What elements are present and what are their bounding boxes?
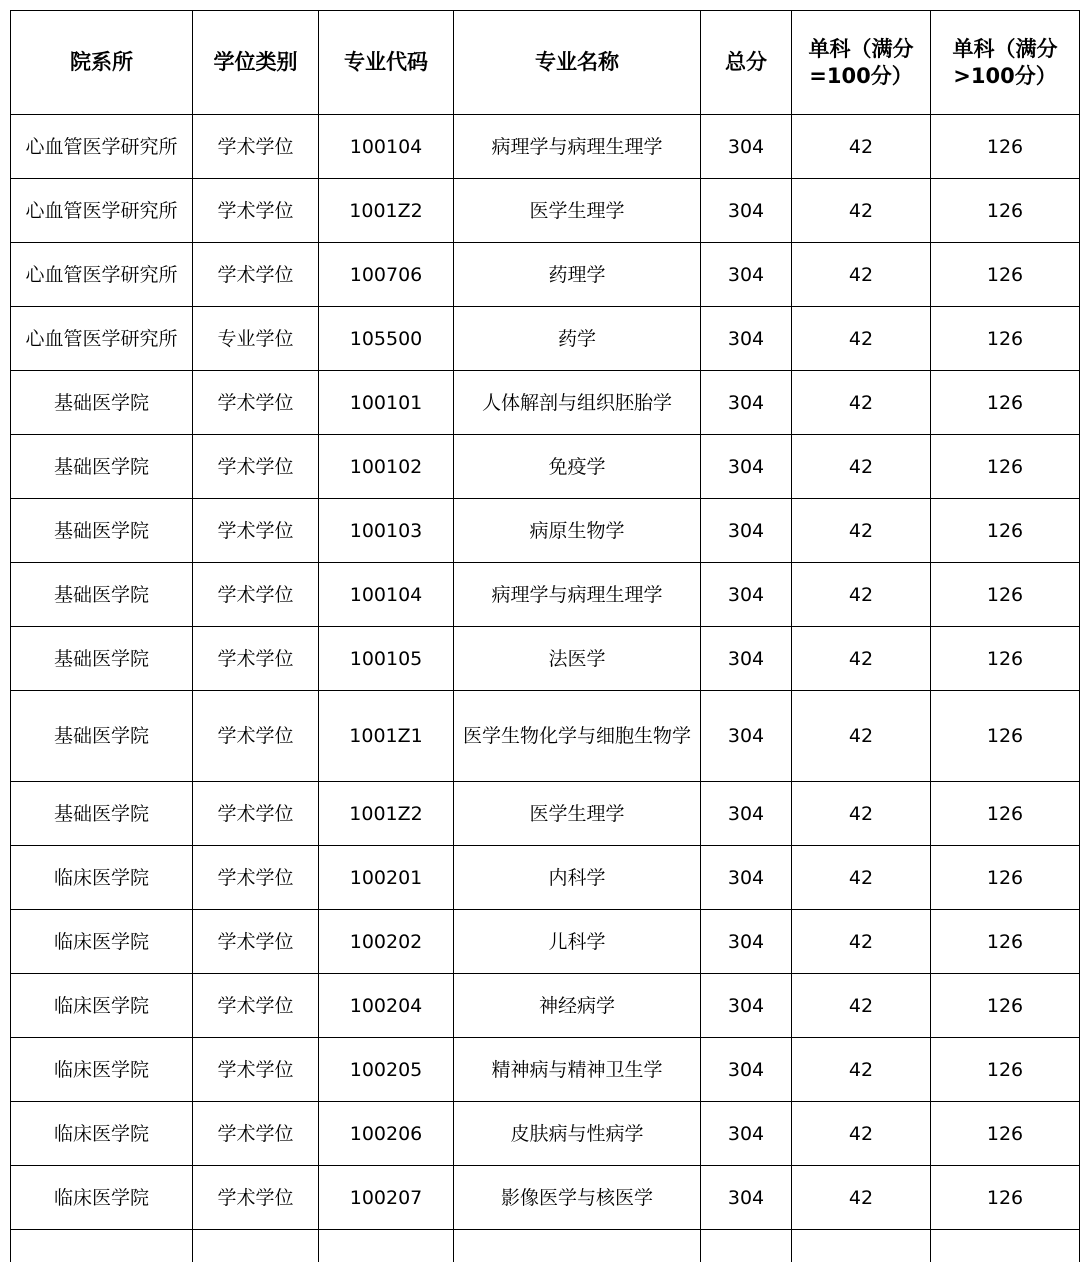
cell-major-name: 神经病学 (454, 974, 701, 1038)
header-department: 院系所 (11, 11, 193, 115)
cell-degree-type: 学术学位 (193, 115, 319, 179)
cell-degree-type: 学术学位 (193, 371, 319, 435)
cell-major-name: 医学生理学 (454, 782, 701, 846)
cell-major-code: 100105 (319, 627, 454, 691)
cell-department: 基础医学院 (11, 627, 193, 691)
cell-single-subject-100: 42 (792, 115, 931, 179)
cell-single-subject-100: 42 (792, 910, 931, 974)
header-total-score: 总分 (701, 11, 792, 115)
cell-major-name: 药理学 (454, 243, 701, 307)
cell-single-subject-100: 42 (792, 307, 931, 371)
cell-total-score: 304 (701, 499, 792, 563)
cell-single-subject-over-100: 126 (931, 1166, 1080, 1230)
cell-single-subject-100: 42 (792, 846, 931, 910)
cell-single-subject-100: 42 (792, 1166, 931, 1230)
cell-single-subject-over-100: 126 (931, 371, 1080, 435)
cell-single-subject-100: 42 (792, 782, 931, 846)
table-body (11, 115, 1080, 1262)
header-major-code: 专业代码 (319, 11, 454, 115)
cell-degree-type: 学术学位 (193, 563, 319, 627)
empty-cell (454, 1230, 701, 1262)
cell-single-subject-100: 42 (792, 1038, 931, 1102)
cell-major-code: 1001Z2 (319, 179, 454, 243)
cell-department: 基础医学院 (11, 499, 193, 563)
cell-single-subject-over-100: 126 (931, 115, 1080, 179)
cell-total-score: 304 (701, 371, 792, 435)
table-row (11, 435, 1080, 499)
cell-single-subject-over-100: 126 (931, 974, 1080, 1038)
cell-single-subject-over-100: 126 (931, 691, 1080, 782)
cell-single-subject-over-100: 126 (931, 499, 1080, 563)
table-row (11, 243, 1080, 307)
table-row (11, 691, 1080, 782)
cell-single-subject-100: 42 (792, 1102, 931, 1166)
cell-department: 临床医学院 (11, 910, 193, 974)
table-row (11, 371, 1080, 435)
cell-major-name: 病理学与病理生理学 (454, 563, 701, 627)
cell-degree-type: 学术学位 (193, 499, 319, 563)
cell-degree-type: 学术学位 (193, 243, 319, 307)
cell-major-code: 100205 (319, 1038, 454, 1102)
cell-department: 临床医学院 (11, 1102, 193, 1166)
cell-major-name: 影像医学与核医学 (454, 1166, 701, 1230)
cell-major-name: 内科学 (454, 846, 701, 910)
cell-department: 临床医学院 (11, 846, 193, 910)
cell-total-score: 304 (701, 179, 792, 243)
cell-total-score: 304 (701, 691, 792, 782)
cell-major-name: 儿科学 (454, 910, 701, 974)
cell-major-code: 100201 (319, 846, 454, 910)
cell-degree-type: 学术学位 (193, 974, 319, 1038)
cell-major-code: 100706 (319, 243, 454, 307)
cell-degree-type: 专业学位 (193, 307, 319, 371)
cell-total-score: 304 (701, 1102, 792, 1166)
cell-major-code: 100104 (319, 115, 454, 179)
cell-department: 心血管医学研究所 (11, 307, 193, 371)
cell-major-code: 105500 (319, 307, 454, 371)
cell-single-subject-over-100: 126 (931, 435, 1080, 499)
table-row (11, 1038, 1080, 1102)
empty-cell (319, 1230, 454, 1262)
cell-degree-type: 学术学位 (193, 435, 319, 499)
cell-department: 基础医学院 (11, 691, 193, 782)
cell-degree-type: 学术学位 (193, 782, 319, 846)
cell-degree-type: 学术学位 (193, 691, 319, 782)
cell-major-code: 100102 (319, 435, 454, 499)
cell-total-score: 304 (701, 627, 792, 691)
cell-single-subject-over-100: 126 (931, 627, 1080, 691)
table-row (11, 115, 1080, 179)
cell-total-score: 304 (701, 115, 792, 179)
cell-single-subject-100: 42 (792, 435, 931, 499)
cell-single-subject-100: 42 (792, 563, 931, 627)
cell-single-subject-100: 42 (792, 243, 931, 307)
cell-degree-type: 学术学位 (193, 179, 319, 243)
table-row (11, 846, 1080, 910)
cell-department: 基础医学院 (11, 435, 193, 499)
cell-major-name: 皮肤病与性病学 (454, 1102, 701, 1166)
cell-major-name: 法医学 (454, 627, 701, 691)
cell-degree-type: 学术学位 (193, 910, 319, 974)
empty-cell (701, 1230, 792, 1262)
cell-department: 临床医学院 (11, 974, 193, 1038)
cell-major-name: 医学生物化学与细胞生物学 (454, 691, 701, 782)
cell-major-code: 1001Z2 (319, 782, 454, 846)
cell-total-score: 304 (701, 435, 792, 499)
cell-major-code: 100101 (319, 371, 454, 435)
header-degree-type: 学位类别 (193, 11, 319, 115)
cell-major-code: 100207 (319, 1166, 454, 1230)
table-row (11, 1102, 1080, 1166)
cell-major-name: 人体解剖与组织胚胎学 (454, 371, 701, 435)
cell-major-code: 100103 (319, 499, 454, 563)
table-row (11, 179, 1080, 243)
cell-single-subject-100: 42 (792, 691, 931, 782)
cell-total-score: 304 (701, 782, 792, 846)
table-row (11, 499, 1080, 563)
cell-major-name: 药学 (454, 307, 701, 371)
cell-total-score: 304 (701, 243, 792, 307)
cell-total-score: 304 (701, 846, 792, 910)
cell-major-name: 医学生理学 (454, 179, 701, 243)
cell-single-subject-100: 42 (792, 179, 931, 243)
cell-major-code: 100202 (319, 910, 454, 974)
table-row (11, 974, 1080, 1038)
cell-major-name: 免疫学 (454, 435, 701, 499)
cell-single-subject-over-100: 126 (931, 782, 1080, 846)
table-row-partial (11, 1230, 1080, 1262)
table-row (11, 782, 1080, 846)
cell-degree-type: 学术学位 (193, 1102, 319, 1166)
cell-department: 心血管医学研究所 (11, 243, 193, 307)
cell-total-score: 304 (701, 307, 792, 371)
empty-cell (11, 1230, 193, 1262)
cell-department: 心血管医学研究所 (11, 179, 193, 243)
cell-major-name: 精神病与精神卫生学 (454, 1038, 701, 1102)
header-single-subject-over-100: 单科（满分>100分） (931, 11, 1080, 115)
cell-major-code: 100206 (319, 1102, 454, 1166)
cell-total-score: 304 (701, 1166, 792, 1230)
empty-cell (792, 1230, 931, 1262)
cell-major-name: 病理学与病理生理学 (454, 115, 701, 179)
cell-total-score: 304 (701, 563, 792, 627)
cell-single-subject-over-100: 126 (931, 563, 1080, 627)
header-single-subject-100: 单科（满分=100分） (792, 11, 931, 115)
cell-single-subject-over-100: 126 (931, 846, 1080, 910)
cell-department: 基础医学院 (11, 371, 193, 435)
cell-department: 临床医学院 (11, 1166, 193, 1230)
header-major-name: 专业名称 (454, 11, 701, 115)
cell-single-subject-100: 42 (792, 371, 931, 435)
table-row (11, 307, 1080, 371)
cell-single-subject-over-100: 126 (931, 243, 1080, 307)
cell-degree-type: 学术学位 (193, 846, 319, 910)
cell-single-subject-over-100: 126 (931, 307, 1080, 371)
cell-single-subject-over-100: 126 (931, 910, 1080, 974)
table-row (11, 1166, 1080, 1230)
cell-major-name: 病原生物学 (454, 499, 701, 563)
cell-major-code: 1001Z1 (319, 691, 454, 782)
cell-total-score: 304 (701, 910, 792, 974)
header-row (11, 11, 1080, 115)
cell-single-subject-100: 42 (792, 974, 931, 1038)
cell-single-subject-over-100: 126 (931, 179, 1080, 243)
cell-major-code: 100204 (319, 974, 454, 1038)
cell-single-subject-over-100: 126 (931, 1038, 1080, 1102)
cell-degree-type: 学术学位 (193, 1038, 319, 1102)
cell-degree-type: 学术学位 (193, 1166, 319, 1230)
cell-department: 心血管医学研究所 (11, 115, 193, 179)
cell-total-score: 304 (701, 974, 792, 1038)
table-row (11, 910, 1080, 974)
cell-single-subject-100: 42 (792, 499, 931, 563)
cell-department: 基础医学院 (11, 782, 193, 846)
cell-single-subject-over-100: 126 (931, 1102, 1080, 1166)
cell-department: 临床医学院 (11, 1038, 193, 1102)
table-row (11, 627, 1080, 691)
cell-major-code: 100104 (319, 563, 454, 627)
cell-single-subject-100: 42 (792, 627, 931, 691)
score-table (10, 10, 1080, 1262)
empty-cell (193, 1230, 319, 1262)
table-row (11, 563, 1080, 627)
cell-department: 基础医学院 (11, 563, 193, 627)
cell-degree-type: 学术学位 (193, 627, 319, 691)
empty-cell (931, 1230, 1080, 1262)
cell-total-score: 304 (701, 1038, 792, 1102)
